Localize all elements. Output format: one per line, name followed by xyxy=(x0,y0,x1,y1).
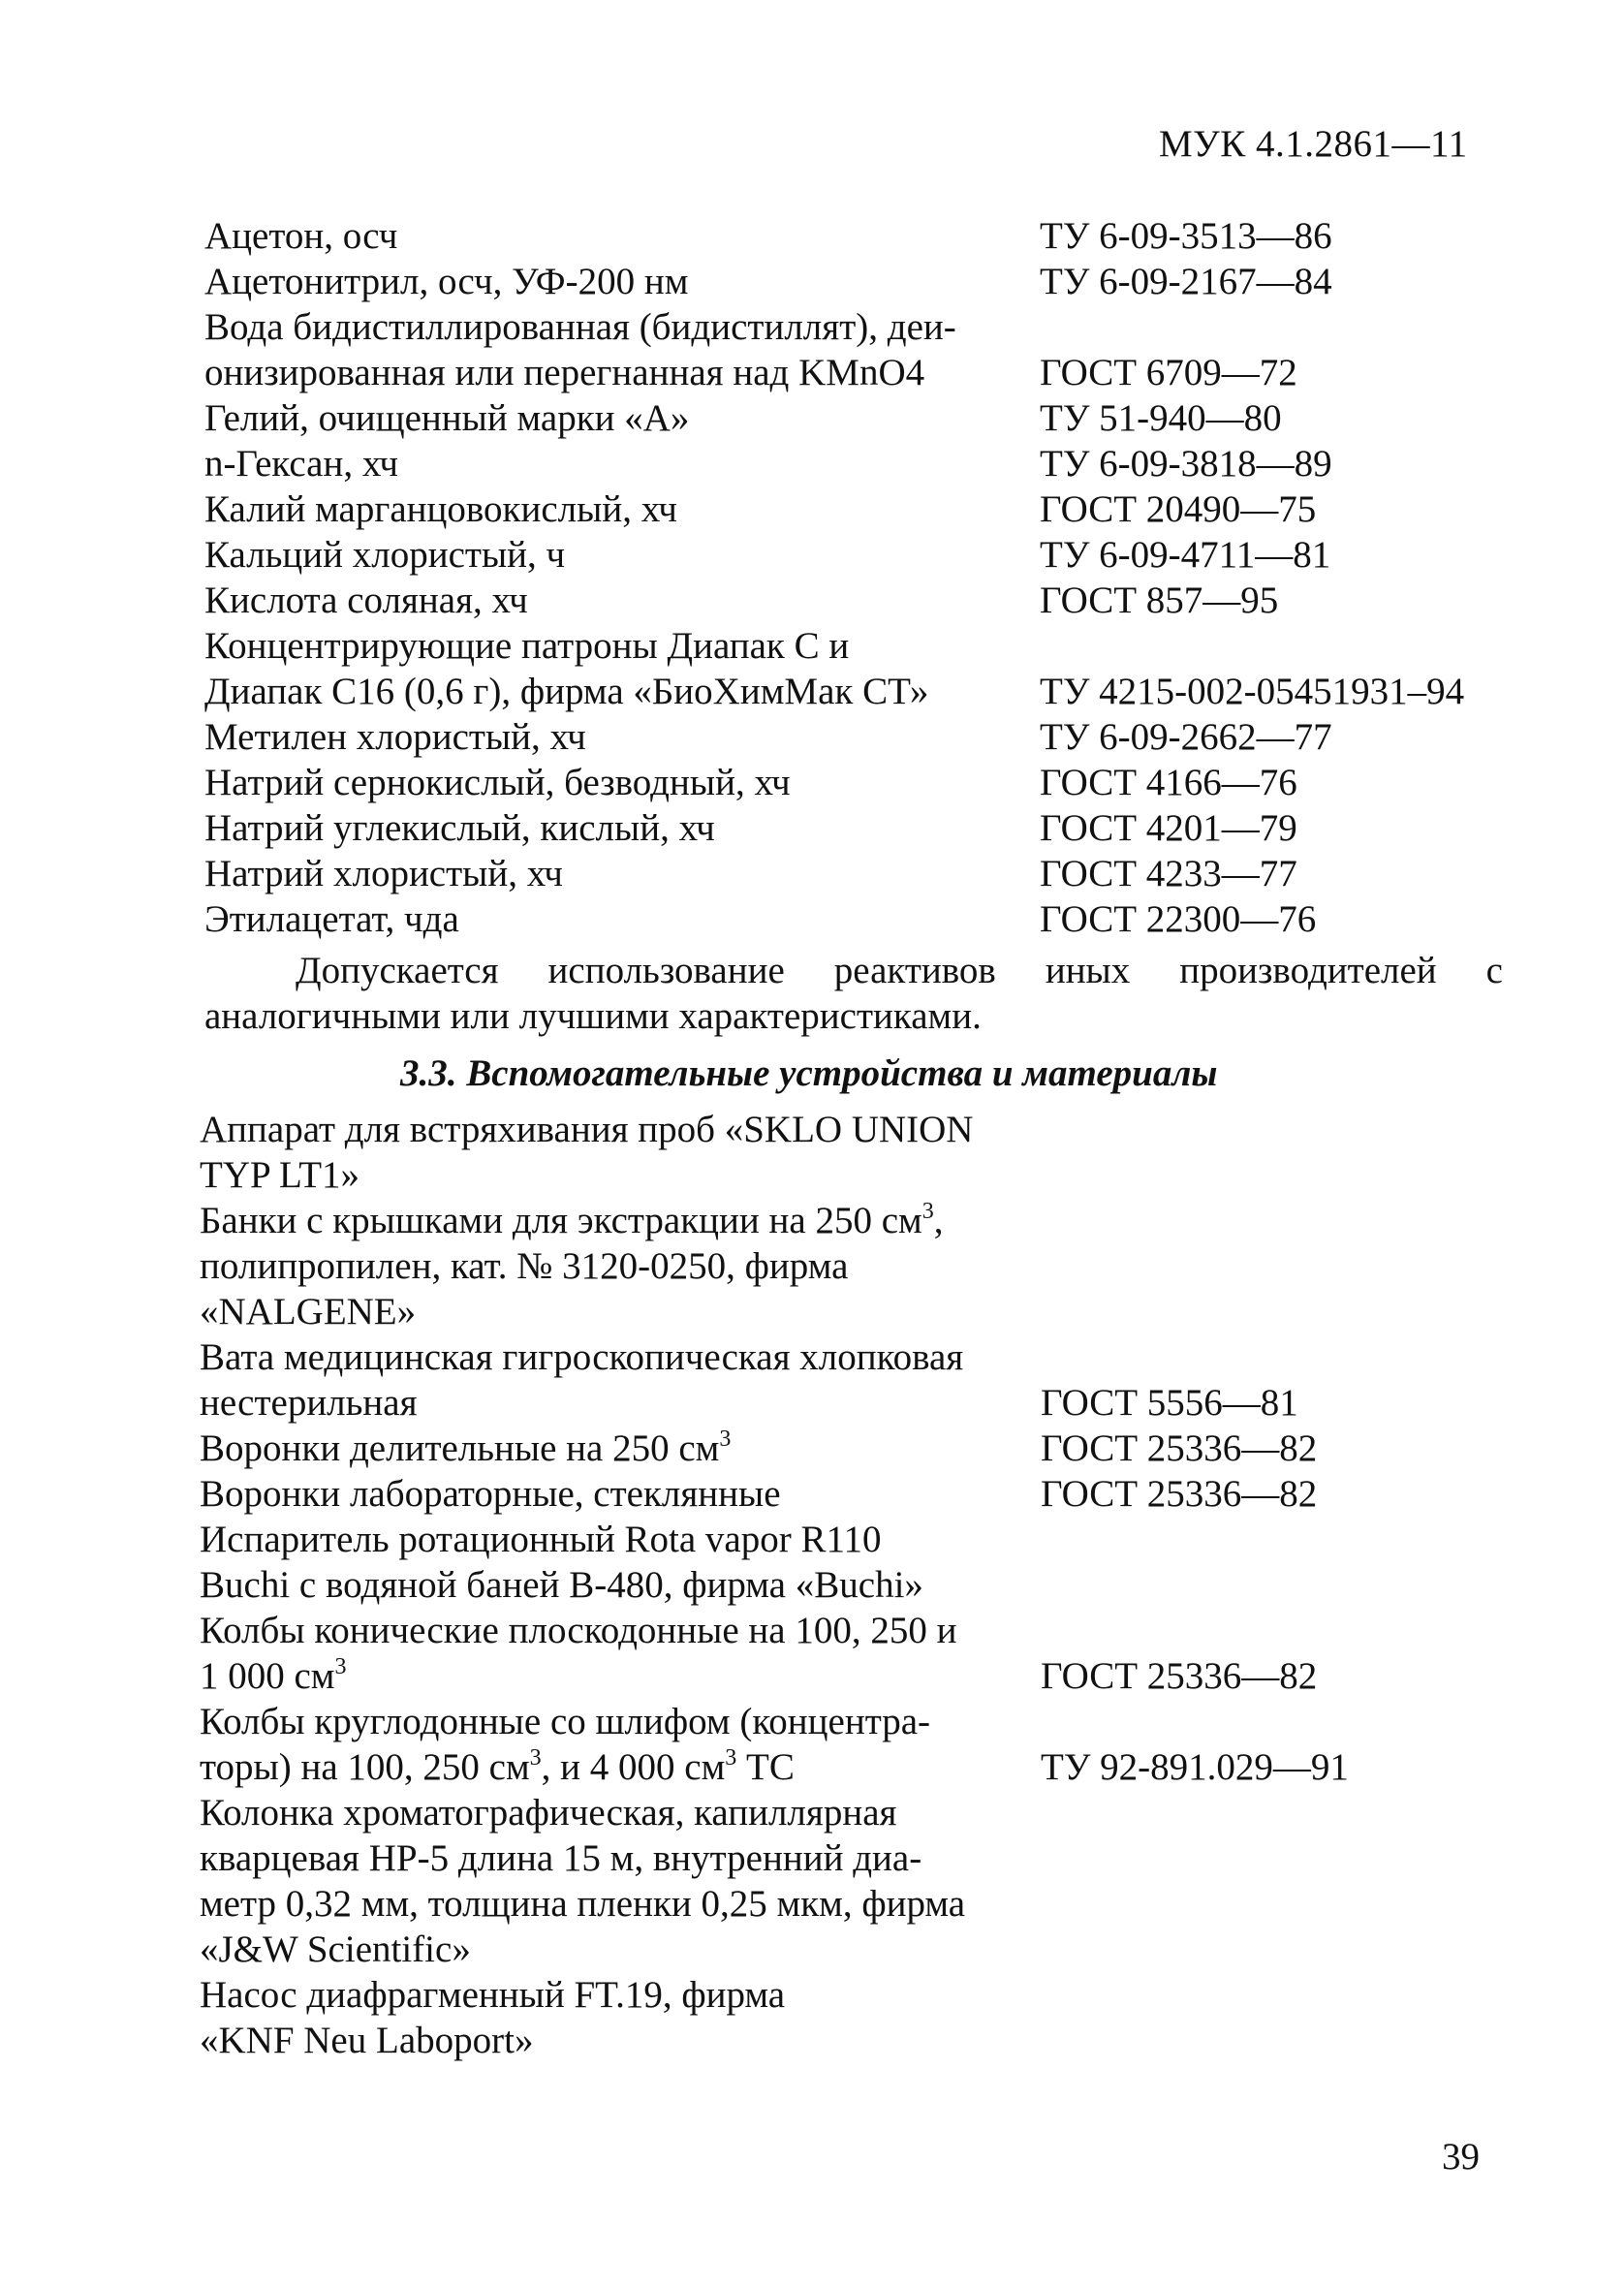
reagent-row xyxy=(204,623,1513,714)
reagent-standard: ТУ 51-940—80 xyxy=(1040,397,1282,439)
material-standard: ГОСТ 25336—82 xyxy=(1041,1655,1318,1697)
reagent-name: Калий марганцовокислый, хч xyxy=(204,488,677,530)
reagent-row xyxy=(204,760,1513,805)
reagent-standard: ТУ 6-09-2662—77 xyxy=(1040,716,1332,758)
reagent-standard: ГОСТ 857—95 xyxy=(1040,580,1279,621)
superscript-3: 3 xyxy=(529,1745,542,1771)
reagent-row xyxy=(204,578,1513,623)
reagent-name: Гелий, очищенный марки «А» xyxy=(204,397,690,439)
material-standard: ГОСТ 25336—82 xyxy=(1041,1427,1318,1469)
material-row xyxy=(200,1608,1508,1699)
material-row xyxy=(200,1198,1508,1334)
reagent-name: Концентрирующие патроны Диапак С и Диапак С16 (0,6 г), фирма «БиоХимМак СТ» xyxy=(204,625,929,712)
document-code-header: МУК 4.1.2861—11 xyxy=(1159,123,1468,165)
page-number: 39 xyxy=(1442,2136,1480,2178)
reagent-name: Ацетон, осч xyxy=(204,215,398,257)
material-standard: ГОСТ 5556—81 xyxy=(1041,1382,1298,1424)
superscript-3: 3 xyxy=(921,1199,934,1224)
material-row xyxy=(200,1334,1508,1426)
material-row xyxy=(200,1790,1508,1972)
reagent-standard: ТУ 6-09-3513—86 xyxy=(1040,215,1332,257)
reagent-name: n-Гексан, хч xyxy=(204,443,398,485)
superscript-3: 3 xyxy=(334,1654,347,1679)
reagent-standard: ТУ 6-09-2167—84 xyxy=(1040,261,1332,302)
material-name: Вата медицинская гигроскопическая хлопковая нестерильная xyxy=(200,1336,964,1424)
material-name: Воронки лабораторные, стеклянные xyxy=(200,1473,781,1515)
material-row xyxy=(200,1972,1508,2063)
reagent-name: Кальций хлористый, ч xyxy=(204,534,566,576)
reagent-row xyxy=(204,259,1513,304)
reagent-name: Этилацетат, чда xyxy=(204,898,459,940)
reagents-list xyxy=(204,213,1513,942)
material-name: Колбы конические плоскодонные на 100, 250 и 1 000 $см^3$ xyxy=(200,1610,957,1697)
reagent-row xyxy=(204,441,1513,486)
reagent-row xyxy=(204,486,1513,532)
reagent-row xyxy=(204,213,1513,259)
material-row xyxy=(200,1426,1508,1471)
material-row xyxy=(200,1471,1508,1517)
material-name: Аппарат для встряхивания проб «SKLO UNION TYP LT1» xyxy=(200,1109,974,1196)
reagent-row xyxy=(204,304,1513,395)
material-name: Насос диафрагменный FT.19, фирма «KNF Neu Laboport» xyxy=(200,1974,786,2061)
reagent-row xyxy=(204,395,1513,441)
material-standard: ТУ 92-891.029—91 xyxy=(1041,1746,1349,1788)
reagent-name: Натрий углекислый, кислый, хч xyxy=(204,807,715,849)
material-name: Испаритель ротационный Rota vapor R110 Buchi с водяной баней B-480, фирма «Buchi» xyxy=(200,1519,923,1606)
reagent-row xyxy=(204,714,1513,760)
substitution-note: Допускается использование реактивов иных производителей с аналогичными или лучшими характеристиками. xyxy=(204,950,1503,1037)
superscript-3: 3 xyxy=(725,1745,737,1771)
material-name: Банки с крышками для экстракции на 250 $см^3$, полипропилен, кат. № 3120-0250, фирма «NALGENE» xyxy=(200,1199,944,1333)
material-name: Колбы круглодонные со шлифом (концентра- торы) на 100, 250 $см^3$, и 4 000 $см^3$ ТС xyxy=(200,1701,931,1788)
section-title: 3.3. Вспомогательные устройства и материалы xyxy=(400,1052,1218,1094)
reagent-standard: ГОСТ 22300—76 xyxy=(1040,898,1317,940)
reagent-standard: ГОСТ 4201—79 xyxy=(1040,807,1297,849)
reagent-name: Кислота соляная, хч xyxy=(204,580,528,621)
reagent-standard: ТУ 4215-002-05451931–94 xyxy=(1040,671,1465,712)
material-standard: ГОСТ 25336—82 xyxy=(1041,1473,1318,1515)
material-name: Воронки делительные на 250 $см^3$ xyxy=(200,1427,732,1469)
superscript-3: 3 xyxy=(719,1427,732,1452)
reagent-row xyxy=(204,851,1513,896)
reagent-standard: ГОСТ 20490—75 xyxy=(1040,488,1317,530)
material-name: Колонка хроматографическая, капиллярная кварцевая HP-5 длина 15 м, внутренний диа- метр 0,32 мм, толщина пленки 0,25 мкм, фирма «J&W Scientific» xyxy=(200,1792,966,1970)
material-row xyxy=(200,1107,1508,1198)
materials-list xyxy=(200,1107,1508,2063)
reagent-name: Вода бидистиллированная (бидистиллят), деи- онизированная или перегнанная над KMnO4 xyxy=(204,306,956,393)
reagent-standard: ГОСТ 4233—77 xyxy=(1040,853,1297,894)
reagent-standard: ТУ 6-09-3818—89 xyxy=(1040,443,1332,485)
material-row xyxy=(200,1699,1508,1790)
reagent-row xyxy=(204,805,1513,851)
material-row xyxy=(200,1517,1508,1608)
reagent-row xyxy=(204,532,1513,578)
reagent-standard: ТУ 6-09-4711—81 xyxy=(1040,534,1331,576)
reagent-name: Метилен хлористый, хч xyxy=(204,716,586,758)
reagent-standard: ГОСТ 6709—72 xyxy=(1040,352,1297,393)
reagent-name: Натрий сернокислый, безводный, хч xyxy=(204,762,791,803)
reagent-name: Натрий хлористый, хч xyxy=(204,853,563,894)
reagent-row xyxy=(204,896,1513,942)
reagent-standard: ГОСТ 4166—76 xyxy=(1040,762,1297,803)
reagent-name: Ацетонитрил, осч, УФ-200 нм xyxy=(204,261,689,302)
